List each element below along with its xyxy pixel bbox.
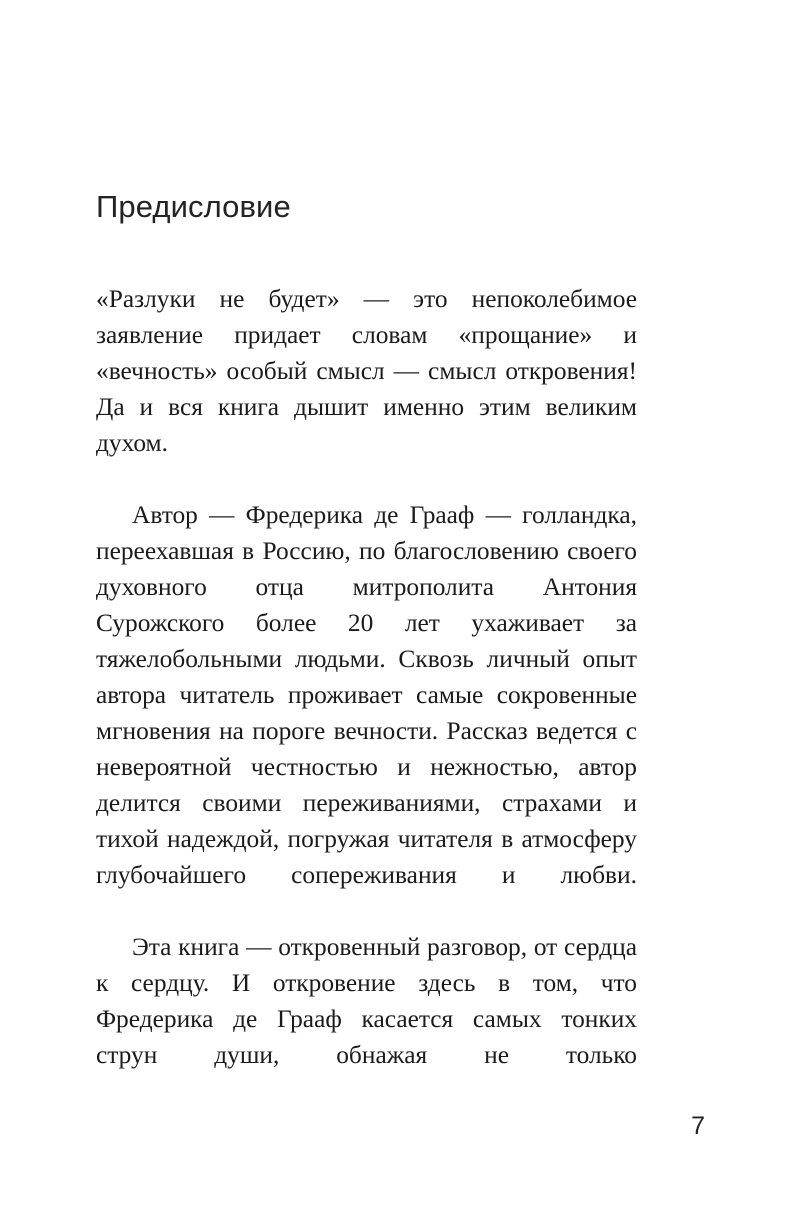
paragraph: «Разлуки не будет» — это непоколебимое заявление придает словам «прощание» и «вечность» особый смысл — смысл откровения! Да и вся книга дышит именно этим великим духом. — [96, 285, 637, 457]
paragraph: Эта книга — откровенный разговор, от сердца к сердцу. И откровение здесь в том, что Фредерика де Грааф касается самых тонких струн души, обнажая не только — [96, 933, 637, 1069]
body-text-column — [96, 281, 637, 1109]
paragraph: Автор — Фредерика де Грааф — голландка, переехавшая в Россию, по благословению своего духовного отца митрополита Антония Сурожского более 20 лет ухаживает за тяжелобольными людьми. Сквозь личный опыт автора читатель проживает самые сокровенные мгновения на пороге вечности. Рассказ ведется с невероятной честностью и нежностью, автор делится своими переживаниями, страхами и тихой надеждой, погружая читателя в атмосферу глубочайшего сопереживания и любви. — [96, 501, 637, 889]
page-number: 7 — [691, 1112, 705, 1140]
page-title: Предисловие — [96, 188, 291, 224]
